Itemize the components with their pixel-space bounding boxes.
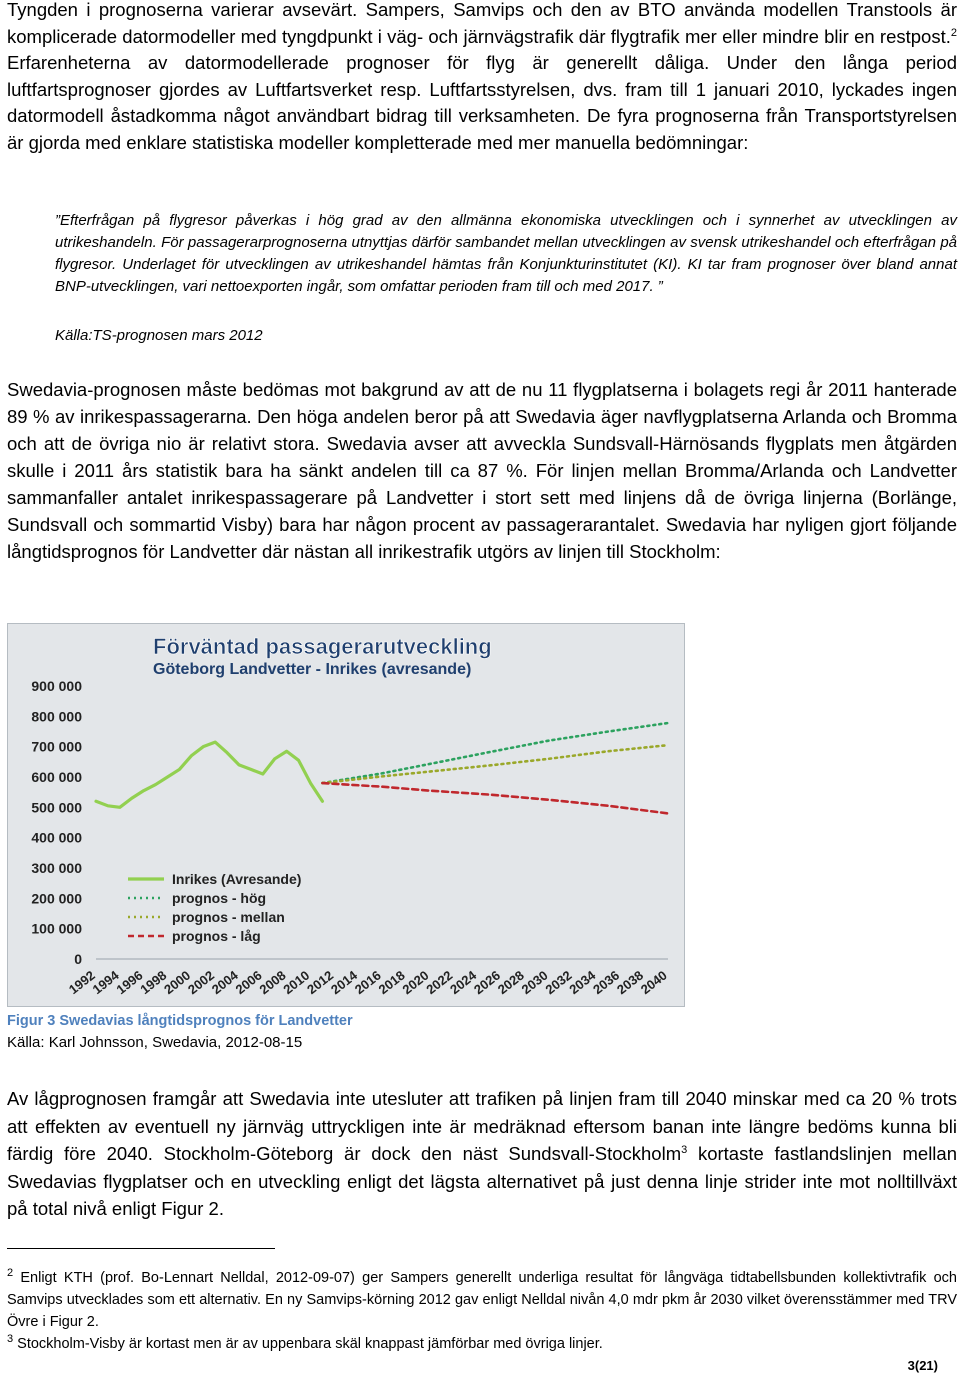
x-tick-label: 2018 — [375, 967, 408, 998]
footnote-number: 3 — [7, 1333, 14, 1346]
figure-caption: Figur 3 Swedavias långtidsprognos för Landvetter — [7, 1013, 353, 1029]
chart-subtitle: Göteborg Landvetter - Inrikes (avresande) — [153, 661, 472, 678]
x-tick-label: 2000 — [161, 967, 194, 998]
x-tick-label: 2026 — [470, 967, 504, 998]
footnote-3 — [7, 1333, 957, 1355]
footnote-separator — [7, 1248, 275, 1249]
y-tick-label: 600 000 — [31, 769, 82, 785]
legend-label: prognos - hög — [172, 890, 267, 906]
chart-legend — [128, 871, 301, 944]
x-tick-label: 1994 — [89, 967, 122, 998]
document-page — [7, 0, 957, 1352]
intro-text-1: Tyngden i prognoserna varierar avsevärt. Sampers, Samvips och den av BTO använda modellen Transtools är komplicerade datormodeller med tyngdpunkt i väg- och järnvägstrafik där flygtrafik mer eller mindre blir en restpost. — [7, 0, 957, 47]
footnotes — [7, 1267, 957, 1355]
legend-label: Inrikes (Avresande) — [172, 871, 302, 887]
footnote-number: 2 — [7, 1267, 14, 1280]
footnote-text: Stockholm-Visby är kortast men är av uppenbara skäl knappast jämförbar med övriga linjer. — [13, 1336, 603, 1352]
x-tick-label: 2002 — [184, 967, 218, 998]
footnote-2 — [7, 1267, 957, 1333]
chart-axes — [31, 678, 669, 997]
x-tick-label: 1996 — [113, 967, 146, 998]
x-tick-label: 2030 — [518, 967, 551, 998]
footnote-text: Enligt KTH (prof. Bo-Lennart Nelldal, 2012-09-07) ger Sampers generellt underliga resultat för långväga tidtabellsbunden kollektivtrafik och Samvips utvecklades som ett alternativ. En ny Samvips-körning 2012 gav enligt Nelldal nivån 4,0 mdr pkm år 2030 vilket överensstämmer med TRV Övre i Figur 2. — [7, 1270, 957, 1330]
conclusion-paragraph — [7, 1085, 957, 1223]
series-line-3 — [322, 783, 668, 813]
page-number: 3(21) — [907, 1358, 938, 1373]
x-tick-label: 2032 — [542, 967, 575, 998]
y-tick-label: 900 000 — [31, 678, 82, 694]
quote-source: Källa:TS-prognosen mars 2012 — [55, 327, 263, 344]
x-tick-label: 2010 — [280, 967, 313, 998]
y-tick-label: 100 000 — [31, 920, 82, 937]
figure-source: Källa: Karl Johnsson, Swedavia, 2012-08-15 — [7, 1034, 303, 1051]
y-tick-label: 300 000 — [31, 860, 82, 876]
forecast-chart-figure — [7, 623, 685, 1007]
y-tick-label: 500 000 — [31, 799, 82, 816]
quote-block: ”Efterfrågan på flygresor påverkas i hög grad av den allmänna ekonomiska utvecklingen och i synnerhet av utvecklingen av utrikeshandeln. För passagerarprognoserna utnyttjas därför sambandet mellan utvecklingen av svensk utrikeshandel och efterfrågan på flygresor. Underlaget för utvecklingen av utrikeshandel hämtas från Konjunkturinstitutet (KI). KI tar fram prognoser över bland annat BNP-utvecklingen, vari nettoexporten ingår, som omfattar perioden fram till och med 2017. ” — [55, 212, 957, 295]
y-tick-label: 700 000 — [31, 738, 82, 755]
x-tick-label: 2024 — [447, 967, 480, 998]
x-tick-label: 2022 — [423, 967, 456, 998]
x-tick-label: 2004 — [208, 967, 241, 998]
legend-label: prognos - låg — [172, 928, 261, 944]
y-tick-label: 200 000 — [31, 890, 82, 907]
legend-label: prognos - mellan — [172, 909, 285, 925]
forecast-chart — [8, 624, 684, 1006]
x-tick-label: 1998 — [137, 967, 170, 998]
x-tick-label: 2014 — [327, 967, 361, 998]
chart-title: Förväntad passagerarutveckling — [153, 634, 492, 659]
x-tick-label: 2040 — [637, 967, 670, 998]
x-tick-label: 2008 — [256, 967, 289, 998]
x-tick-label: 2034 — [566, 967, 599, 998]
intro-paragraph — [7, 0, 957, 156]
x-tick-label: 2036 — [590, 967, 623, 998]
conclusion-text-2: kortaste fastlandslinjen mellan Swedavias flygplatser och en utveckling enligt det lägsta alternativet på just denna linje strider inte mot nolltillväxt på total nivå enligt Figur 2. — [7, 1143, 957, 1219]
x-tick-label: 2006 — [232, 967, 265, 998]
x-tick-label: 2020 — [399, 967, 432, 998]
series-line-0 — [96, 742, 322, 807]
y-tick-label: 800 000 — [31, 708, 82, 725]
y-tick-label: 400 000 — [31, 829, 82, 846]
x-tick-label: 2028 — [494, 967, 527, 998]
chart-series-layer — [96, 723, 668, 813]
swedavia-paragraph: Swedavia-prognosen måste bedömas mot bakgrund av att de nu 11 flygplatserna i bolagets regi år 2011 hanterade 89 % av inrikespassagerarna. Den höga andelen beror på att Swedavia äger navflygplatserna Arlanda och Bromma och att de övriga nio är relativt stora. Swedavia avser att avveckla Sundsvall-Härnösands flygplats men åtgärden skulle i 2011 års statistik bara ha sänkt andelen till ca 87 %. För linjen mellan Bromma/Arlanda och Landvetter sammanfaller antalet inrikespassagerare på Landvetter i stort sett med linjens då de övriga linjerna (Borlänge, Sundsvall och sommartid Visby) bara har någon procent av passagerarantalet. Swedavia har nyligen gjort följande långtidsprognos för Landvetter där nästan all inrikestrafik utgörs av linjen till Stockholm: — [7, 379, 957, 562]
y-tick-label: 0 — [74, 951, 82, 967]
footnote-ref-3[interactable]: 3 — [681, 1143, 688, 1156]
series-line-1 — [322, 723, 668, 783]
conclusion-text-1: Av lågprognosen framgår att Swedavia inte utesluter att trafiken på linjen fram till 2040 minskar med ca 20 % trots att effekten av eventuell ny järnväg uttryckligen inte är medräknad eftersom banan inte längre bedöms kunna bli färdig före 2040. Stockholm-Göteborg är dock den näst Sundsvall-Stockholm — [7, 1088, 957, 1164]
x-tick-label: 2016 — [351, 967, 384, 998]
x-tick-label: 2012 — [304, 967, 337, 998]
x-tick-label: 2038 — [613, 967, 647, 998]
intro-text-2: Erfarenheterna av datormodellerade prognoser för flyg är generellt dåliga. Under den långa period luftfartsprognoser gjordes av Luftfartsverket resp. Luftfartsstyrelsen, dvs. fram till 1 januari 2010, lyckades ingen datormodell åstadkomma något användbart bidrag till verksamheten. De fyra prognoserna från Transportstyrelsen är gjorda med enklare statistiska modeller kompletterade med mer manuella bedömningar: — [7, 52, 957, 153]
footnote-ref-2[interactable]: 2 — [950, 26, 957, 39]
x-tick-label: 1992 — [65, 967, 98, 998]
